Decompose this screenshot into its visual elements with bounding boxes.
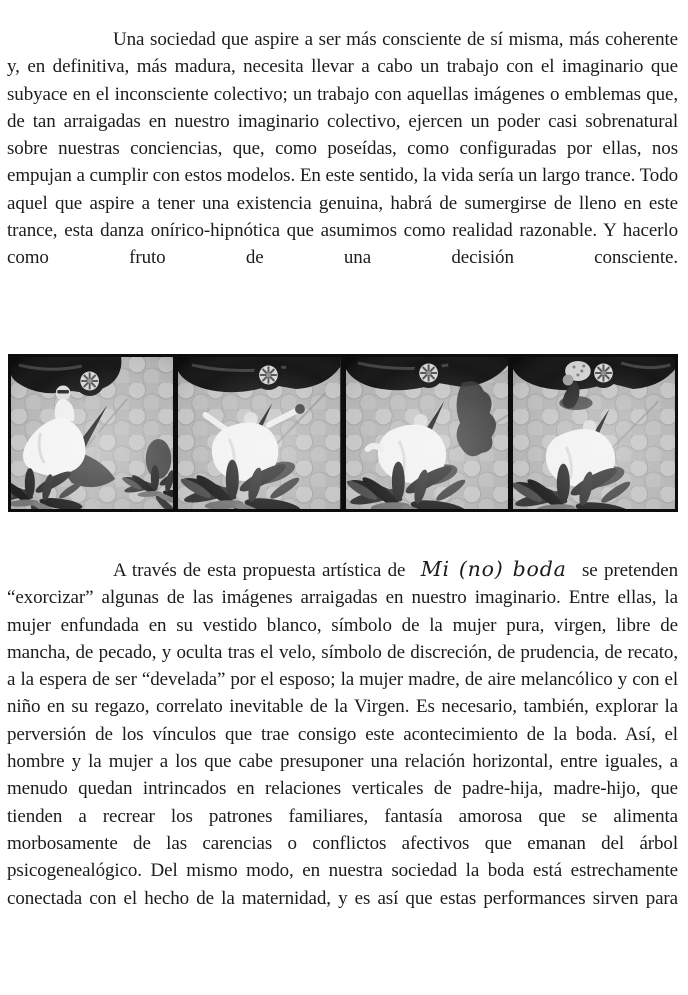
- photo-vignette: [11, 357, 173, 509]
- artwork-title: Mi (no) boda: [420, 557, 567, 581]
- photo-strip: [8, 354, 678, 512]
- paragraph-intro: [7, 26, 678, 272]
- photo-frame-person-crouching: [513, 357, 675, 509]
- photo-frame-bride-fallen: [178, 357, 340, 509]
- photo-vignette: [346, 357, 508, 509]
- paragraph-intro-text: Una sociedad que aspire a ser más consciente de sí misma, más coherente y, en definitiva, más madura, necesita llevar a cabo un trabajo con el imaginario que subyace en el inconsciente colectivo; un trabajo con aquellas imágenes o emblemas que, de tan arraigadas en nuestro imaginario colectivo, ejercen un poder casi sobrenatural sobre nuestras conciencias, que, como poseídas, como configuradas por ellas, nos empujan a cumplir con estos modelos. En este sentido, la vida sería un largo trance. Todo aquel que aspire a tener una existencia genuina, habrá de sumergirse de lleno en este trance, esta danza onírico-hipnótica que asumimos como realidad razonable. Y hacerlo como fruto de una decisión consciente.: [7, 29, 678, 269]
- photo-frame-bride-shadow-figure: [346, 357, 508, 509]
- paragraph-artwork: [7, 556, 678, 912]
- paragraph-artwork-rest: se pretenden “exorcizar” algunas de las imágenes arraigadas en nuestro imaginario. Entre ellas, la mujer enfundada en su vestido blanco, símbolo de la mujer pura, virgen, libre de mancha, de pecado, y oculta tras el velo, símbolo de discreción, de prudencia, de recato, a la espera de ser “develada” por el esposo; la mujer madre, de aire melancólico y con el niño en su regazo, correlato inevitable de la Virgen. Es necesario, también, explorar la perversión de los vínculos que trae consigo este acontecimiento de la boda. Así, el hombre y la mujer a los que cabe presuponer una relación horizontal, entre iguales, a menudo quedan intrincados en relaciones verticales de padre-hija, madre-hijo, que tienden a recrear los patrones familiares, fantasía amorosa que se alimenta morbosamente de las carencias o conflictos afectivos que emanan del árbol psicogenealógico. Del mismo modo, en nuestra sociedad la boda está estrechamente conectada con el hecho de la maternidad, y es así que estas performances sirven para: [7, 560, 679, 909]
- paragraph-artwork-lead: A través de esta propuesta artística de: [113, 560, 406, 581]
- photo-frame-bride-walking: [11, 357, 173, 509]
- photo-vignette: [178, 357, 340, 509]
- photo-vignette: [513, 357, 675, 509]
